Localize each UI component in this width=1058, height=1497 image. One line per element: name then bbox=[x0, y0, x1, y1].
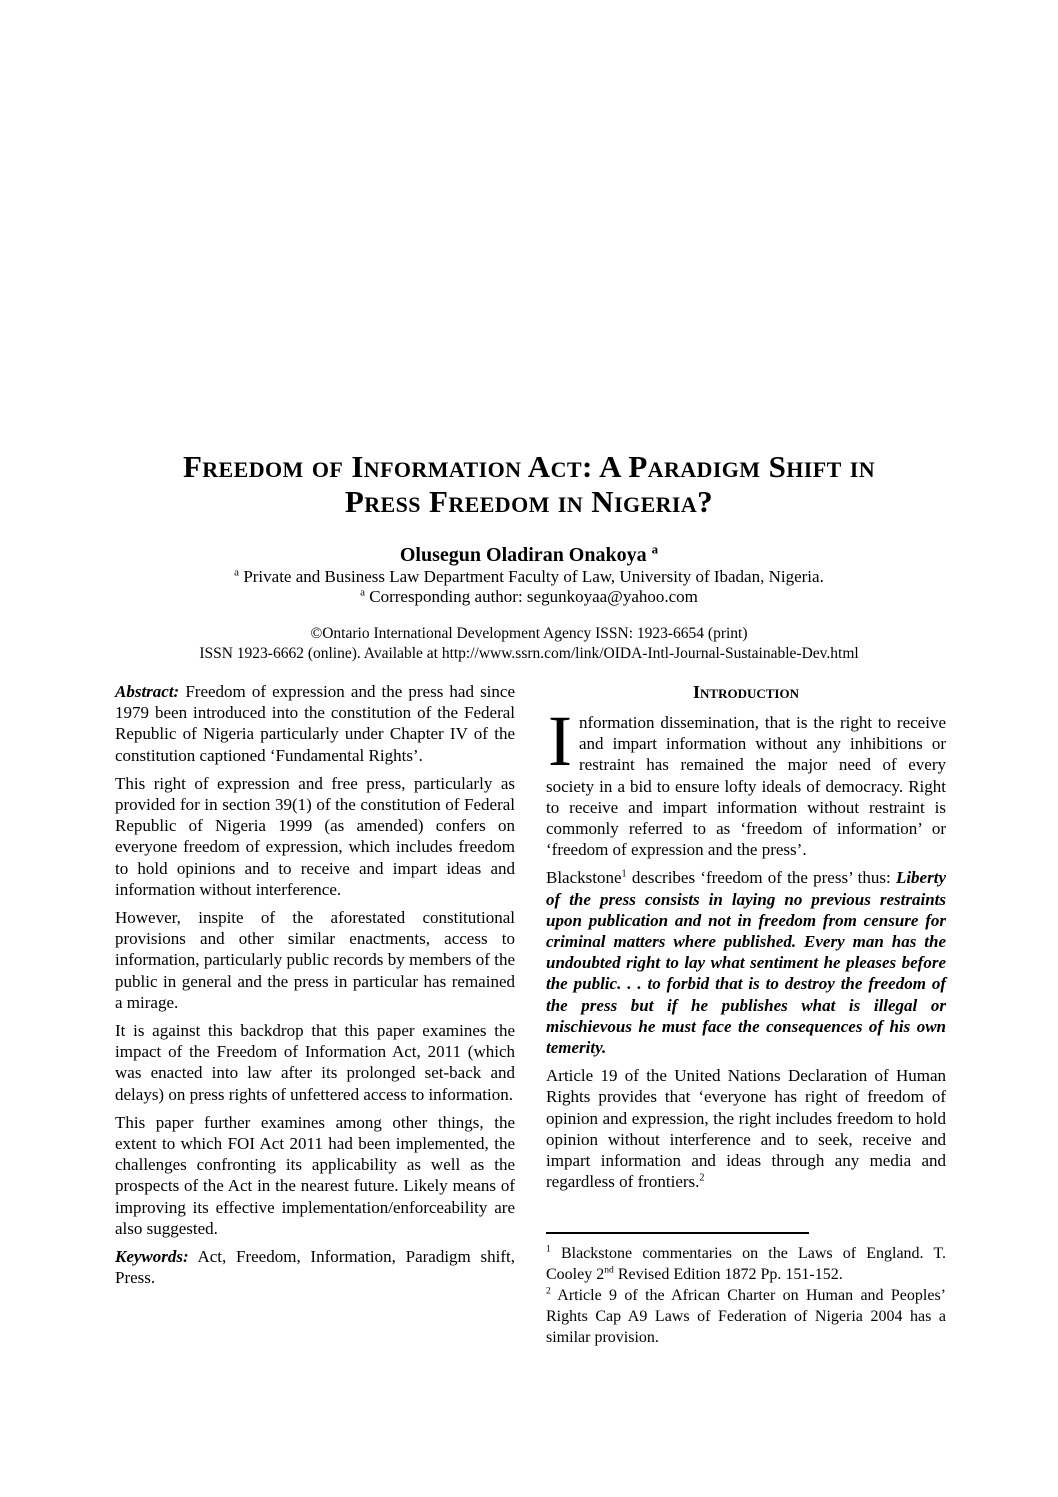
paper-title bbox=[0, 449, 1058, 519]
abstract-paragraph-5: This paper further examines among other things, the extent to which FOI Act 2011 had been implemented, the challenges confronting its applicability as well as the prospects of the Act in the nearest future. Likely means of improving its effective implementation/enforceability are also suggested. bbox=[115, 1112, 515, 1238]
footnote-1-text-a: Blackstone commentaries on the Laws of England. T. Cooley 2 bbox=[546, 1245, 946, 1284]
two-column-body bbox=[115, 681, 946, 1348]
introduction-heading: Introduction bbox=[693, 682, 799, 702]
corresponding-superscript: a bbox=[360, 586, 365, 599]
paper-title-line2: Press Freedom in Nigeria? bbox=[344, 484, 714, 519]
footnote-ref-1: 1 bbox=[621, 868, 627, 880]
keywords-text: Act, Freedom, Information, Paradigm shift, Press. bbox=[115, 1247, 515, 1288]
corresponding-author bbox=[0, 587, 1058, 607]
blackstone-lead: Blackstone bbox=[546, 868, 622, 888]
footnote-1-marker: 1 bbox=[546, 1244, 551, 1256]
introduction-paragraph-1 bbox=[546, 701, 946, 860]
footnote-ref-2: 2 bbox=[699, 1172, 705, 1184]
introduction-paragraph-3 bbox=[546, 1065, 946, 1192]
introduction-paragraph-2 bbox=[546, 867, 946, 1058]
footnote-2-marker: 2 bbox=[546, 1286, 551, 1298]
footnote-2-text: Article 9 of the African Charter on Human and Peoples’ Rights Cap A9 Laws of Federation of Nigeria 2004 has a similar provision. bbox=[546, 1287, 946, 1347]
footnote-1-ordinal-superscript: nd bbox=[604, 1265, 614, 1277]
abstract-paragraph-4: It is against this backdrop that this paper examines the impact of the Freedom of Information Act, 2011 (which was enacted into law after its prolonged set-back and delays) on press rights of unfettered access to information. bbox=[115, 1021, 515, 1104]
footnotes-block bbox=[546, 1243, 946, 1348]
footnote-1 bbox=[546, 1243, 946, 1285]
article19-text: Article 19 of the United Nations Declaration of Human Rights provides that ‘everyone has right of freedom of opinion and expression, the right includes freedom to hold opinion without interference and to seek, receive and impart information and ideas through any media and regardless of frontiers. bbox=[546, 1066, 946, 1192]
abstract-p1-text: Freedom of expression and the press had since 1979 been introduced into the constitution of the Federal Republic of Nigeria particularly under Chapter IV of the constitution captioned ‘Fundamental Rights’. bbox=[115, 682, 515, 765]
blackstone-mid: describes ‘freedom of the press’ thus: bbox=[626, 868, 896, 888]
footnote-separator bbox=[546, 1232, 809, 1234]
left-column-abstract bbox=[115, 681, 515, 1348]
publisher-line1: ©Ontario International Development Agency ISSN: 1923-6654 (print) bbox=[310, 625, 748, 642]
abstract-paragraph-3: However, inspite of the aforestated constitutional provisions and other similar enactments, access to information, particularly public records by members of the public in general and the press in particular has remained a mirage. bbox=[115, 908, 515, 1012]
page-content bbox=[0, 449, 1058, 1348]
introduction-p1-text: nformation dissemination, that is the right to receive and impart information without any inhibitions or restraint has remained the major need of every society in a bid to ensure lofty ideals of democracy. Right to receive and impart information without restraint is commonly referred to as ‘freedom of information’ or ‘freedom of expression and the press’. bbox=[546, 713, 946, 860]
keywords-paragraph bbox=[115, 1246, 515, 1288]
abstract-paragraph-2: This right of expression and free press, particularly as provided for in section 39(1) of the constitution of Federal Republic of Nigeria 1999 (as amended) confers on everyone freedom of expression, which includes freedom to hold opinions and to receive and impart ideas and information without interference. bbox=[115, 773, 515, 899]
affiliation-superscript: a bbox=[234, 566, 240, 579]
right-column-introduction bbox=[546, 681, 946, 1348]
publisher-line2: ISSN 1923-6662 (online). Available at http://www.ssrn.com/link/OIDA-Intl-Journal-Sustainable-Dev.html bbox=[199, 645, 859, 662]
dropcap-letter: I bbox=[548, 701, 572, 781]
corresponding-text: Corresponding author: segunkoyaa@yahoo.com bbox=[364, 587, 698, 606]
author-name-text: Olusegun Oladiran Onakoya bbox=[399, 544, 647, 566]
footnote-1-text-b: Revised Edition 1872 Pp. 151-152. bbox=[613, 1266, 843, 1284]
abstract-paragraph-1 bbox=[115, 681, 515, 766]
author-name bbox=[0, 543, 1058, 567]
footnote-2 bbox=[546, 1285, 946, 1348]
abstract-label: Abstract: bbox=[115, 682, 180, 701]
blackstone-quote: Liberty of the press consists in laying no previous restraints upon publication and not in freedom from censure for criminal matters where published. Every man has the undoubted right to lay what sentiment he pleases before the public. . . to forbid that is to destroy the freedom of the press but if he publishes what is illegal or mischievous he must face the consequences of his own temerity. bbox=[546, 868, 946, 1058]
affiliation-text: Private and Business Law Department Faculty of Law, University of Ibadan, Nigeria. bbox=[239, 567, 824, 586]
publisher-block bbox=[0, 624, 1058, 664]
paper-title-line1: Freedom of Information Act: A Paradigm Shift in bbox=[182, 449, 876, 484]
keywords-label: Keywords: bbox=[115, 1247, 189, 1267]
author-name-superscript: a bbox=[651, 541, 659, 557]
author-affiliation bbox=[0, 567, 1058, 587]
author-block bbox=[0, 543, 1058, 607]
